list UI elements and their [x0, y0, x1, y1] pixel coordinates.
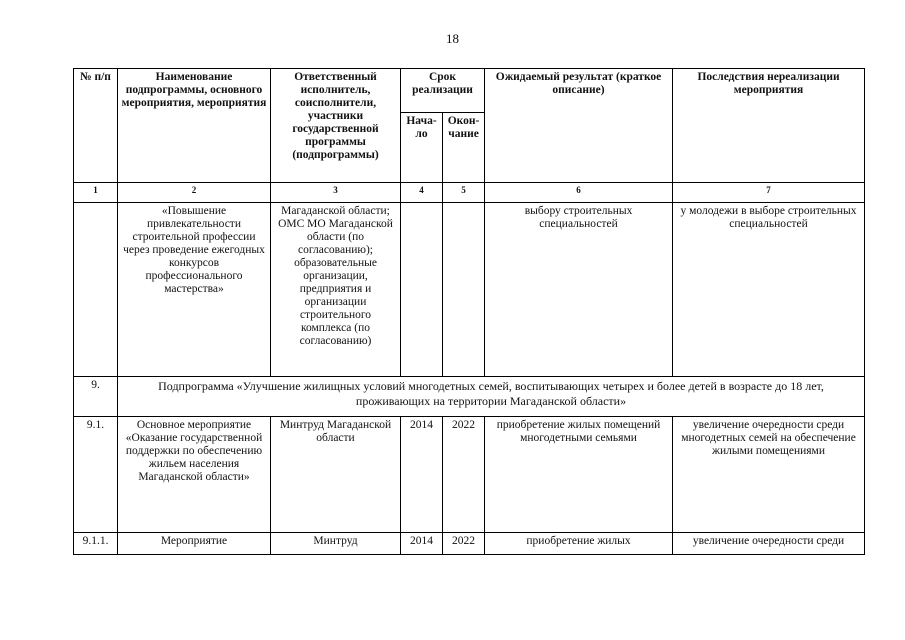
table-row	[74, 203, 865, 377]
column-number: 6	[485, 183, 673, 203]
program-table	[73, 68, 865, 555]
row-end: 2022	[443, 533, 485, 555]
table-row	[74, 533, 865, 555]
header-end: Окон-чание	[443, 113, 485, 183]
row-number: 9.1.1.	[74, 533, 118, 555]
column-number: 4	[401, 183, 443, 203]
column-number: 1	[74, 183, 118, 203]
header-row-top	[74, 69, 865, 113]
table-row	[74, 417, 865, 533]
header-name: Наименование подпрограммы, основного мероприятия, мероприятия	[118, 69, 271, 183]
row-number	[74, 203, 118, 377]
page-number: 18	[446, 31, 459, 46]
header-executor: Ответственный исполнитель, соисполнители, участники государственной программы (подпрограммы)	[271, 69, 401, 183]
column-number: 3	[271, 183, 401, 203]
header-period: Срок реализации	[401, 69, 485, 113]
row-end	[443, 203, 485, 377]
header-result: Ожидаемый результат (краткое описание)	[485, 69, 673, 183]
row-start: 2014	[401, 417, 443, 533]
row-name: Мероприятие	[118, 533, 271, 555]
column-number: 7	[673, 183, 865, 203]
row-start: 2014	[401, 533, 443, 555]
column-number: 5	[443, 183, 485, 203]
row-end: 2022	[443, 417, 485, 533]
row-number: 9.	[74, 377, 118, 417]
row-start	[401, 203, 443, 377]
row-result: приобретение жилых	[485, 533, 673, 555]
row-consequence: у молодежи в выборе строительных специальностей	[673, 203, 865, 377]
row-executor: Минтруд	[271, 533, 401, 555]
column-number-row	[74, 183, 865, 203]
header-number: № п/п	[74, 69, 118, 183]
row-name: «Повышение привлекательности строительной профессии через проведение ежегодных конкурсов профессионального мастерства»	[118, 203, 271, 377]
row-executor: Минтруд Магаданской области	[271, 417, 401, 533]
row-consequence: увеличение очередности среди многодетных семей на обеспечение жилыми помещениями	[673, 417, 865, 533]
row-result: приобретение жилых помещений многодетными семьями	[485, 417, 673, 533]
subprogram-row	[74, 377, 865, 417]
row-name: Основное мероприятие «Оказание государственной поддержки по обеспечению жильем населения Магаданской области»	[118, 417, 271, 533]
row-executor: Магаданской области; ОМС МО Магаданской области (по согласованию); образовательные организации, предприятия и организации строительного комплекса (по согласованию)	[271, 203, 401, 377]
row-consequence: увеличение очередности среди	[673, 533, 865, 555]
subprogram-title: Подпрограмма «Улучшение жилищных условий многодетных семей, воспитывающих четырех и более детей в возрасте до 18 лет, проживающих на территории Магаданской области»	[118, 377, 865, 417]
header-start: Нача-ло	[401, 113, 443, 183]
row-result: выбору строительных специальностей	[485, 203, 673, 377]
column-number: 2	[118, 183, 271, 203]
row-number: 9.1.	[74, 417, 118, 533]
header-consequence: Последствия нереализации мероприятия	[673, 69, 865, 183]
